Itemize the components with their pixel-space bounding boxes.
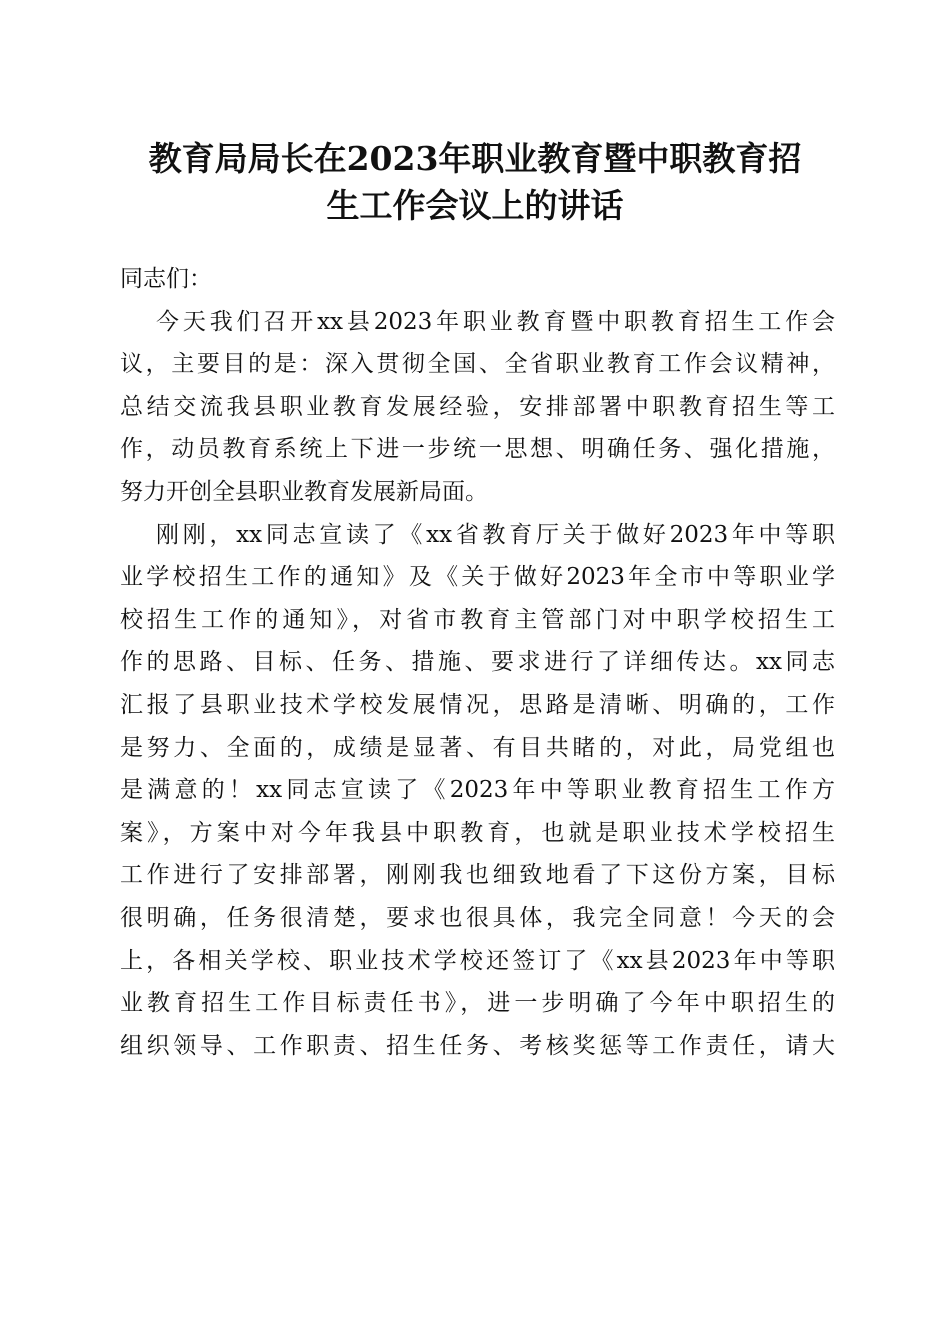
paragraph-line: 今天我们召开xx县2023年职业教育暨中职教育招生工作会	[156, 308, 835, 335]
paragraph-line: 工作进行了安排部署，刚刚我也细致地看了下这份方案，目标	[120, 862, 835, 889]
paragraph-line: 总结交流我县职业教育发展经验，安排部署中职教育招生等工	[120, 393, 835, 420]
paragraph-line: 是满意的！xx同志宣读了《2023年中等职业教育招生工作方	[120, 777, 835, 804]
title-line-1: 教育局局长在2023年职业教育暨中职教育招	[148, 139, 802, 178]
paragraph-line: 组织领导、工作职责、招生任务、考核奖惩等工作责任，请大	[120, 1032, 835, 1059]
paragraph-line: 业学校招生工作的通知》及《关于做好2023年全市中等职业学	[120, 564, 835, 591]
salutation: 同志们：	[120, 266, 212, 292]
paragraph-line: 是努力、全面的，成绩是显著、有目共睹的，对此，局党组也	[120, 734, 835, 761]
document-title	[100, 135, 850, 229]
document-body	[120, 258, 835, 1067]
paragraph-line: 刚刚，xx同志宣读了《xx省教育厅关于做好2023年中等职	[156, 521, 835, 548]
paragraph-line: 校招生工作的通知》，对省市教育主管部门对中职学校招生工	[120, 606, 835, 633]
paragraph-line: 作的思路、目标、任务、措施、要求进行了详细传达。xx同志	[120, 649, 835, 676]
paragraph-line: 业教育招生工作目标责任书》，进一步明确了今年中职招生的	[120, 990, 835, 1017]
paragraph-1	[120, 301, 835, 514]
paragraph-line: 案》，方案中对今年我县中职教育，也就是职业技术学校招生	[120, 819, 835, 846]
paragraph-line: 努力开创全县职业教育发展新局面。	[120, 478, 488, 505]
title-line-2: 生工作会议上的讲话	[326, 186, 624, 225]
paragraph-line: 作，动员教育系统上下进一步统一思想、明确任务、强化措施，	[120, 436, 835, 463]
paragraph-line: 很明确，任务很清楚，要求也很具体，我完全同意！今天的会	[120, 904, 835, 931]
paragraph-line: 上，各相关学校、职业技术学校还签订了《xx县2023年中等职	[120, 947, 835, 974]
paragraph-2	[120, 514, 835, 1068]
paragraph-line: 汇报了县职业技术学校发展情况，思路是清晰、明确的，工作	[120, 691, 835, 718]
paragraph-line: 议，主要目的是：深入贯彻全国、全省职业教育工作会议精神，	[120, 351, 835, 378]
